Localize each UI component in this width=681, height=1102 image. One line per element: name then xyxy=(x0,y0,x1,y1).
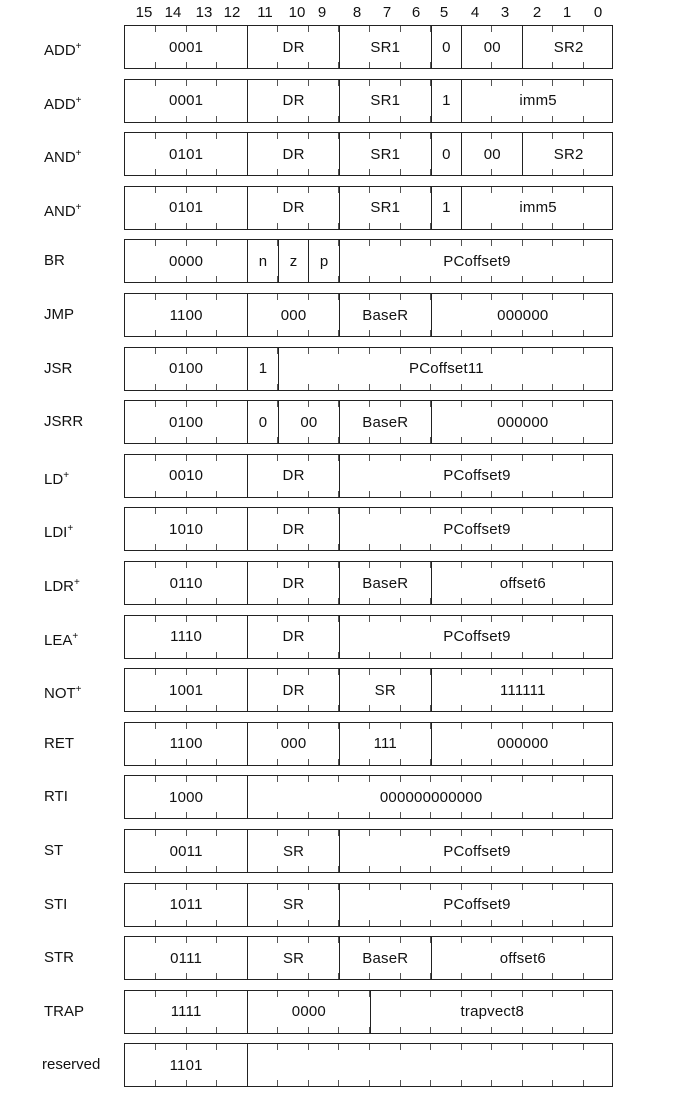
bit-field: p xyxy=(308,240,339,282)
bit-field: 00 xyxy=(278,401,339,443)
bit-field: 0101 xyxy=(169,199,204,217)
sets-condition-codes-marker: + xyxy=(75,201,82,213)
bit-field: 0 xyxy=(247,401,278,443)
bit-field: 111111 xyxy=(431,669,614,711)
encoding-box xyxy=(124,239,613,283)
bit-field: 1110 xyxy=(170,628,203,646)
bit-field: 1100 xyxy=(169,735,203,753)
instruction-row xyxy=(0,239,681,285)
encoding-box xyxy=(124,829,613,873)
bit-field: PCoffset9 xyxy=(339,616,614,658)
sets-condition-codes-marker: + xyxy=(75,684,82,696)
bit-field: z xyxy=(278,240,309,282)
bit-field: DR xyxy=(247,187,339,229)
instruction-row xyxy=(0,454,681,500)
sets-condition-codes-marker: + xyxy=(67,523,74,535)
instruction-row xyxy=(0,186,681,232)
bit-field: DR xyxy=(247,562,339,604)
instruction-name: LDR+ xyxy=(44,577,80,595)
bit-field: 0 xyxy=(431,133,462,175)
encoding-box xyxy=(124,186,613,230)
sets-condition-codes-marker: + xyxy=(75,148,82,160)
bit-number: 7 xyxy=(382,4,392,21)
bit-field: 1111 xyxy=(170,1003,202,1021)
bit-field: BaseR xyxy=(339,562,431,604)
bit-field: 0001 xyxy=(169,38,204,56)
bit-field: 0101 xyxy=(169,145,204,163)
encoding-box xyxy=(124,25,613,69)
bit-field: n xyxy=(247,240,278,282)
bit-field: 0100 xyxy=(169,360,204,378)
encoding-box xyxy=(124,883,613,927)
bit-number: 8 xyxy=(352,4,362,21)
bit-field: 1101 xyxy=(169,1056,203,1074)
bit-number: 15 xyxy=(135,4,153,21)
bit-field: DR xyxy=(247,508,339,550)
encoding-box xyxy=(124,347,613,391)
instruction-name: JSRR xyxy=(44,413,84,431)
bit-field: 00 xyxy=(461,133,522,175)
bit-field: DR xyxy=(247,669,339,711)
bit-field: 0011 xyxy=(169,842,203,860)
bit-number: 12 xyxy=(223,4,241,21)
bit-number-header xyxy=(0,0,681,24)
bit-field: DR xyxy=(247,80,339,122)
bit-number: 1 xyxy=(562,4,572,21)
sets-condition-codes-marker: + xyxy=(74,577,80,588)
sets-condition-codes-marker: + xyxy=(75,94,82,106)
bit-field: DR xyxy=(247,455,339,497)
bit-field: 0010 xyxy=(169,467,204,485)
bit-field: imm5 xyxy=(461,187,614,229)
bit-field: BaseR xyxy=(339,937,431,979)
bit-field: PCoffset9 xyxy=(339,884,614,926)
encoding-box xyxy=(124,990,613,1034)
bit-field: offset6 xyxy=(431,937,614,979)
encoding-box xyxy=(124,615,613,659)
encoding-box xyxy=(124,722,613,766)
bit-field: 000000 xyxy=(431,723,614,765)
encoding-box xyxy=(124,561,613,605)
instruction-name: AND+ xyxy=(44,201,82,220)
bit-field: 0000 xyxy=(247,991,369,1033)
bit-field: SR1 xyxy=(339,133,431,175)
bit-field: PCoffset9 xyxy=(339,455,614,497)
bit-field: 0 xyxy=(431,26,462,68)
bit-field: PCoffset11 xyxy=(278,348,614,390)
bit-field: PCoffset9 xyxy=(339,508,614,550)
bit-field: SR xyxy=(247,830,339,872)
instruction-name: ST xyxy=(44,842,64,859)
instruction-name: JSR xyxy=(44,359,73,377)
instruction-row xyxy=(0,25,681,71)
bit-field: DR xyxy=(247,26,339,68)
bit-field: 1011 xyxy=(169,896,203,914)
instruction-name: RTI xyxy=(44,788,68,806)
bit-field: 0100 xyxy=(169,413,204,431)
bit-number: 14 xyxy=(164,4,182,21)
instruction-row xyxy=(0,1043,681,1089)
bit-field: 000 xyxy=(247,723,339,765)
bit-number: 2 xyxy=(532,4,542,21)
instruction-name: ADD+ xyxy=(44,94,82,113)
bit-field: 1010 xyxy=(169,520,204,538)
encoding-box xyxy=(124,1043,613,1087)
instruction-row xyxy=(0,936,681,982)
instruction-row xyxy=(0,668,681,714)
bit-field: 1 xyxy=(247,348,278,390)
encoding-box xyxy=(124,132,613,176)
encoding-box xyxy=(124,79,613,123)
instruction-name: NOT+ xyxy=(44,684,82,703)
bit-field: 1001 xyxy=(169,681,204,699)
bit-number: 11 xyxy=(257,4,273,21)
bit-number: 5 xyxy=(439,4,449,21)
instruction-row xyxy=(0,347,681,393)
instruction-row xyxy=(0,615,681,661)
instruction-row xyxy=(0,132,681,178)
bit-field: SR1 xyxy=(339,26,431,68)
bit-field: 0000 xyxy=(169,252,204,270)
bit-field: 1 xyxy=(431,187,462,229)
sets-condition-codes-marker: + xyxy=(63,469,70,481)
instruction-row xyxy=(0,507,681,553)
bit-field: SR xyxy=(247,937,339,979)
instruction-name: JMP xyxy=(44,306,74,323)
instruction-name: AND+ xyxy=(44,148,82,167)
bit-field: DR xyxy=(247,133,339,175)
bit-field: SR1 xyxy=(339,80,431,122)
instruction-name: TRAP xyxy=(44,1002,85,1020)
instruction-name: BR xyxy=(44,252,65,270)
encoding-box xyxy=(124,936,613,980)
bit-field: DR xyxy=(247,616,339,658)
encoding-box xyxy=(124,668,613,712)
bit-field: 000000000000 xyxy=(247,776,614,818)
instruction-name: LD+ xyxy=(44,469,70,488)
bit-field: BaseR xyxy=(339,401,431,443)
instruction-row xyxy=(0,775,681,821)
bit-field: imm5 xyxy=(461,80,614,122)
bit-field: PCoffset9 xyxy=(339,830,614,872)
bit-field: 1 xyxy=(431,80,462,122)
sets-condition-codes-marker: + xyxy=(75,41,82,52)
instruction-row xyxy=(0,561,681,607)
bit-field: 0001 xyxy=(169,92,204,110)
bit-field: 1100 xyxy=(169,306,203,324)
bit-field: 111 xyxy=(339,723,431,765)
bit-field: SR1 xyxy=(339,187,431,229)
bit-field xyxy=(247,1044,614,1086)
encoding-box xyxy=(124,400,613,444)
encoding-box xyxy=(124,775,613,819)
bit-field: offset6 xyxy=(431,562,614,604)
instruction-name: STR xyxy=(44,949,74,967)
bit-field: 0111 xyxy=(170,949,203,967)
instruction-row xyxy=(0,79,681,125)
bit-field: trapvect8 xyxy=(370,991,615,1033)
instruction-name: RET xyxy=(44,734,74,752)
encoding-box xyxy=(124,507,613,551)
instruction-row xyxy=(0,990,681,1036)
instruction-row xyxy=(0,722,681,768)
instruction-row xyxy=(0,883,681,929)
encoding-box xyxy=(124,293,613,337)
encoding-box xyxy=(124,454,613,498)
instruction-name: reserved xyxy=(42,1056,101,1074)
bit-number: 0 xyxy=(593,4,603,21)
instruction-name: LEA+ xyxy=(44,630,79,649)
bit-number: 10 xyxy=(288,4,306,21)
bit-field: BaseR xyxy=(339,294,431,336)
instruction-name: STI xyxy=(44,895,68,913)
instruction-row xyxy=(0,829,681,875)
bit-field: 000000 xyxy=(431,294,614,336)
bit-field: 000000 xyxy=(431,401,614,443)
bit-number: 9 xyxy=(317,4,327,21)
bit-field: SR2 xyxy=(522,133,614,175)
bit-field: SR xyxy=(247,884,339,926)
sets-condition-codes-marker: + xyxy=(72,630,79,642)
bit-field: 0110 xyxy=(169,574,203,592)
bit-number: 6 xyxy=(411,4,421,21)
instruction-row xyxy=(0,293,681,339)
bit-field: 00 xyxy=(461,26,522,68)
bit-field: PCoffset9 xyxy=(339,240,614,282)
instruction-row xyxy=(0,400,681,446)
bit-field: SR2 xyxy=(522,26,614,68)
bit-number: 3 xyxy=(500,4,510,21)
instruction-name: LDI+ xyxy=(44,523,74,542)
bit-field: SR xyxy=(339,669,431,711)
bit-number: 13 xyxy=(195,4,213,21)
bit-field: 1000 xyxy=(169,788,204,806)
bit-number: 4 xyxy=(470,4,480,21)
bit-field: 000 xyxy=(247,294,339,336)
instruction-name: ADD+ xyxy=(44,41,82,59)
